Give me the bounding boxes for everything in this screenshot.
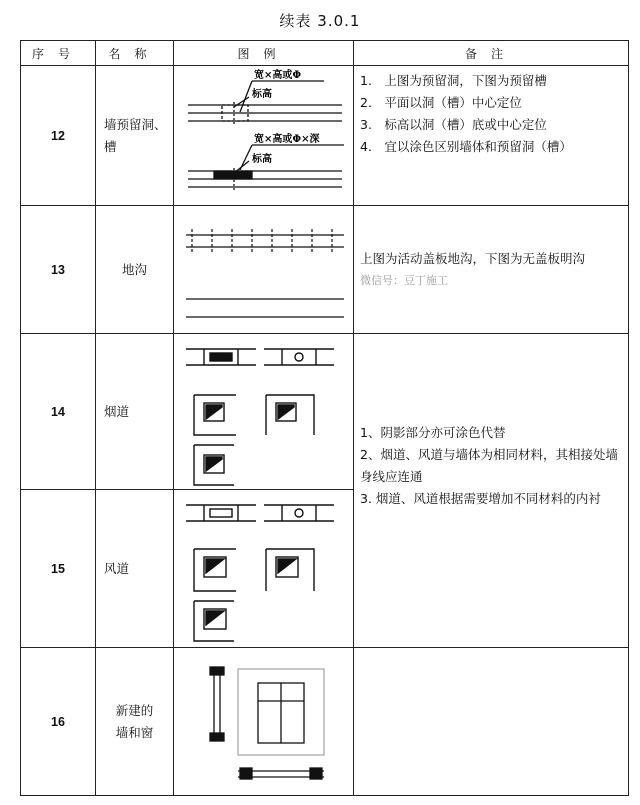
figure-cell — [174, 66, 354, 206]
row-name: 墙预留洞、槽 — [96, 66, 174, 206]
page-title: 续表 3.0.1 — [279, 12, 361, 30]
row-name: 风道 — [96, 490, 174, 648]
row-number: 13 — [21, 206, 96, 334]
notes-cell — [354, 66, 629, 206]
header-note: 备注 — [354, 41, 629, 66]
row-number: 12 — [21, 66, 96, 206]
flue-diagram — [174, 335, 352, 489]
row-number: 14 — [21, 334, 96, 490]
row-name: 地沟 — [96, 206, 174, 334]
notes-cell — [354, 206, 629, 334]
note-item: 1. 上图为预留洞，下图为预留槽 — [360, 73, 547, 88]
new-wall-window-diagram — [174, 649, 352, 795]
note-item: 1、阴影部分亦可涂色代替 — [360, 425, 506, 440]
dim-label-groove: 宽×高或Φ×深 — [254, 133, 320, 145]
legend-table — [20, 40, 629, 796]
row-number: 16 — [21, 648, 96, 796]
row-number: 15 — [21, 490, 96, 648]
note-item: 2. 平面以洞（槽）中心定位 — [360, 95, 522, 110]
notes-cell-merged — [354, 334, 629, 648]
reserved-hole-diagram — [174, 67, 352, 205]
table-row — [21, 334, 629, 490]
elev-label-hole: 标高 — [252, 88, 272, 100]
note-item: 4. 宜以涂色区别墙体和预留洞（槽） — [360, 139, 572, 154]
note-item: 3. 标高以洞（槽）底或中心定位 — [360, 117, 547, 132]
figure-cell — [174, 206, 354, 334]
row-name — [96, 648, 174, 796]
figure-cell — [174, 490, 354, 648]
note-item: 3. 烟道、风道根据需要增加不同材料的内衬 — [360, 491, 601, 506]
figure-cell — [174, 334, 354, 490]
row-name-line: 新建的 — [115, 702, 154, 718]
watermark-text: 微信号：豆丁施工 — [360, 273, 448, 287]
dim-label-hole: 宽×高或Φ — [254, 69, 302, 81]
elev-label-groove: 标高 — [252, 153, 272, 165]
header-seq: 序号 — [21, 41, 96, 66]
row-name-line: 墙和窗 — [115, 724, 154, 740]
row-name: 烟道 — [96, 334, 174, 490]
trench-diagram — [174, 207, 352, 333]
air-duct-diagram — [174, 491, 352, 647]
header-name: 名称 — [96, 41, 174, 66]
note-text: 上图为活动盖板地沟，下图为无盖板明沟 — [360, 250, 586, 266]
figure-cell — [174, 648, 354, 796]
table-row — [21, 648, 629, 796]
table-header-row — [21, 41, 629, 66]
table-row — [21, 206, 629, 334]
table-row — [21, 66, 629, 206]
note-item: 2、烟道、风道与墙体为相同材料，其相接处墙身线应连通 — [360, 447, 618, 484]
header-figure: 图例 — [174, 41, 354, 66]
notes-cell — [354, 648, 629, 796]
